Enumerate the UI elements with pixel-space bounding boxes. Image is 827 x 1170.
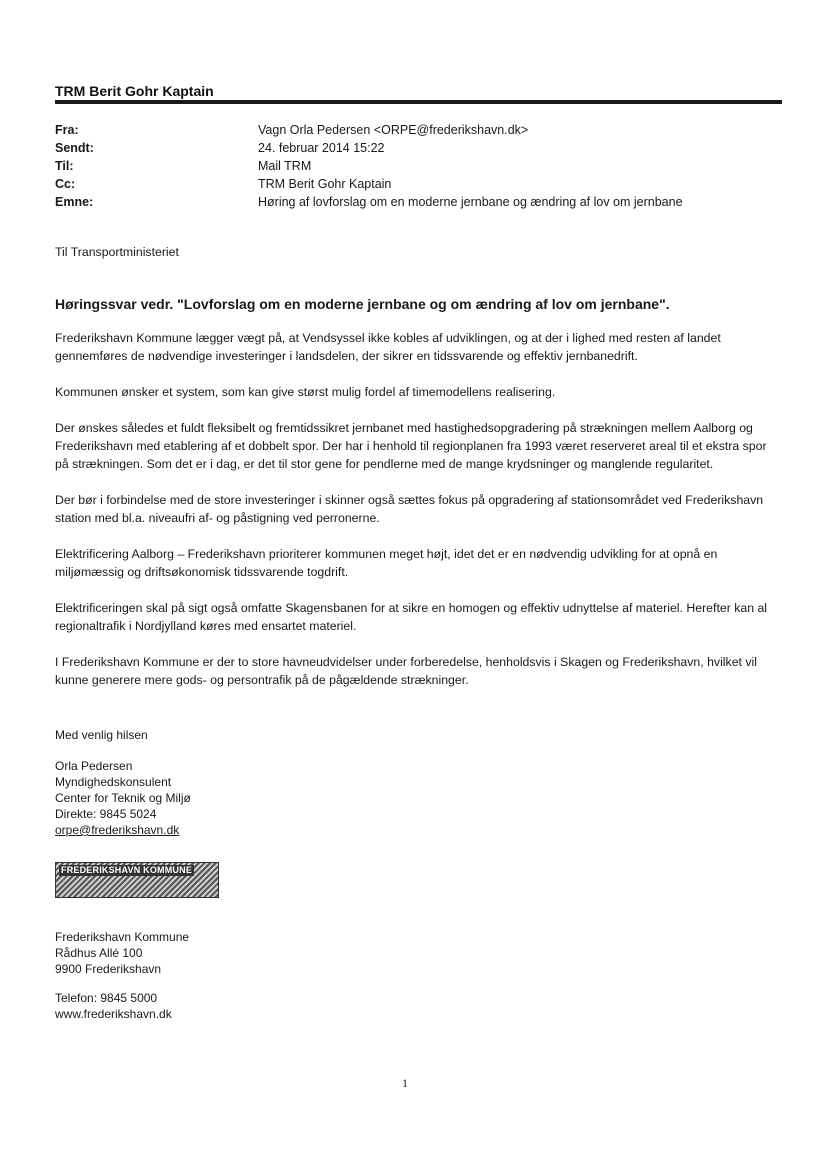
logo-wordmark: FREDERIKSHAVN KOMMUNE: [61, 865, 193, 875]
body-paragraph: Der bør i forbindelse med de store investeringer i skinner også sættes fokus på opgradering af stationsområdet ved Frederikshavn station med bl.a. niveaufri af- og påstigning ved perronerne.: [55, 493, 764, 525]
signature-phone: Direkte: 9845 5024: [55, 807, 157, 821]
contact-phone: Telefon: 9845 5000: [55, 991, 158, 1005]
body-paragraph: Kommunen ønsker et system, som kan give størst mulig fordel af timemodellens realisering.: [55, 385, 556, 399]
signature-name: Orla Pedersen: [55, 759, 133, 773]
address-city: 9900 Frederikshavn: [55, 962, 162, 976]
from-value: Vagn Orla Pedersen <ORPE@frederikshavn.dk>: [258, 123, 529, 137]
header-divider: [55, 100, 782, 104]
email-metadata: [55, 121, 795, 211]
to-value: Mail TRM: [258, 159, 312, 173]
subject-value: Høring af lovforslag om en moderne jernbane og ændring af lov om jernbane: [258, 195, 683, 209]
to-label: Til:: [55, 159, 74, 173]
body-paragraph: Elektrificering Aalborg – Frederikshavn prioriterer kommunen meget højt, idet det er en nødvendig udvikling for at opnå en miljømæssig og driftsøkonomisk tidssvarende togdrift.: [55, 547, 718, 579]
signature-title: Myndighedskonsulent: [55, 775, 172, 789]
consultation-heading: Høringssvar vedr. "Lovforslag om en moderne jernbane og om ændring af lov om jernbane".: [55, 296, 670, 312]
page-number: 1: [402, 1076, 408, 1090]
meta-row-subject: [55, 193, 795, 211]
meta-row-from: [55, 121, 795, 139]
frederikshavn-kommune-logo: [55, 862, 219, 898]
sent-value: 24. februar 2014 15:22: [258, 141, 385, 155]
body-paragraph: Elektrificeringen skal på sigt også omfatte Skagensbanen for at sikre en homogen og effektiv udnyttelse af materiel. Herefter kan al regionaltrafik i Nordjylland køres med ensartet materiel.: [55, 601, 768, 633]
meta-row-cc: [55, 175, 795, 193]
mailbox-owner-title: TRM Berit Gohr Kaptain: [55, 83, 214, 99]
address-street: Rådhus Allé 100: [55, 946, 143, 960]
cc-value: TRM Berit Gohr Kaptain: [258, 177, 392, 191]
body-paragraph: Frederikshavn Kommune lægger vægt på, at Vendsyssel ikke kobles af udviklingen, og at der i lighed med resten af landet gennemføres de nødvendige investeringer i landsdelen, der sikrer en tidssvarende og effektiv jernbanedrift.: [55, 331, 721, 363]
recipient-line: Til Transportministeriet: [55, 245, 179, 259]
sent-label: Sendt:: [55, 141, 94, 155]
postal-address: [55, 929, 189, 977]
from-label: Fra:: [55, 123, 79, 137]
email-body: [55, 243, 775, 689]
body-paragraph: I Frederikshavn Kommune er der to store havneudvidelser under forberedelse, henholdsvis i Skagen og Frederikshavn, hvilket vil kunne generere mere gods- og persontrafik på de pågældende strækninger.: [55, 655, 757, 687]
closing-greeting: Med venlig hilsen: [55, 728, 148, 742]
meta-row-sent: [55, 139, 795, 157]
signature-department: Center for Teknik og Miljø: [55, 791, 191, 805]
signature-block: [55, 758, 191, 838]
subject-label: Emne:: [55, 195, 94, 209]
signature-email-link[interactable]: orpe@frederikshavn.dk: [55, 823, 180, 837]
meta-row-to: [55, 157, 795, 175]
website-link[interactable]: www.frederikshavn.dk: [55, 1007, 172, 1021]
body-paragraph: Der ønskes således et fuldt fleksibelt og fremtidssikret jernbanet med hastighedsopgradering på strækningen mellem Aalborg og Frederikshavn med etablering af et dobbelt spor. Der har i henhold til regionplanen fra 1993 været reserveret areal til et ekstra spor på strækningen. Som det er i dag, er det til stor gene for pendlerne med de mange krydsninger og manglende regularitet.: [55, 421, 767, 471]
contact-info: [55, 990, 172, 1022]
address-org: Frederikshavn Kommune: [55, 930, 190, 944]
cc-label: Cc:: [55, 177, 76, 191]
